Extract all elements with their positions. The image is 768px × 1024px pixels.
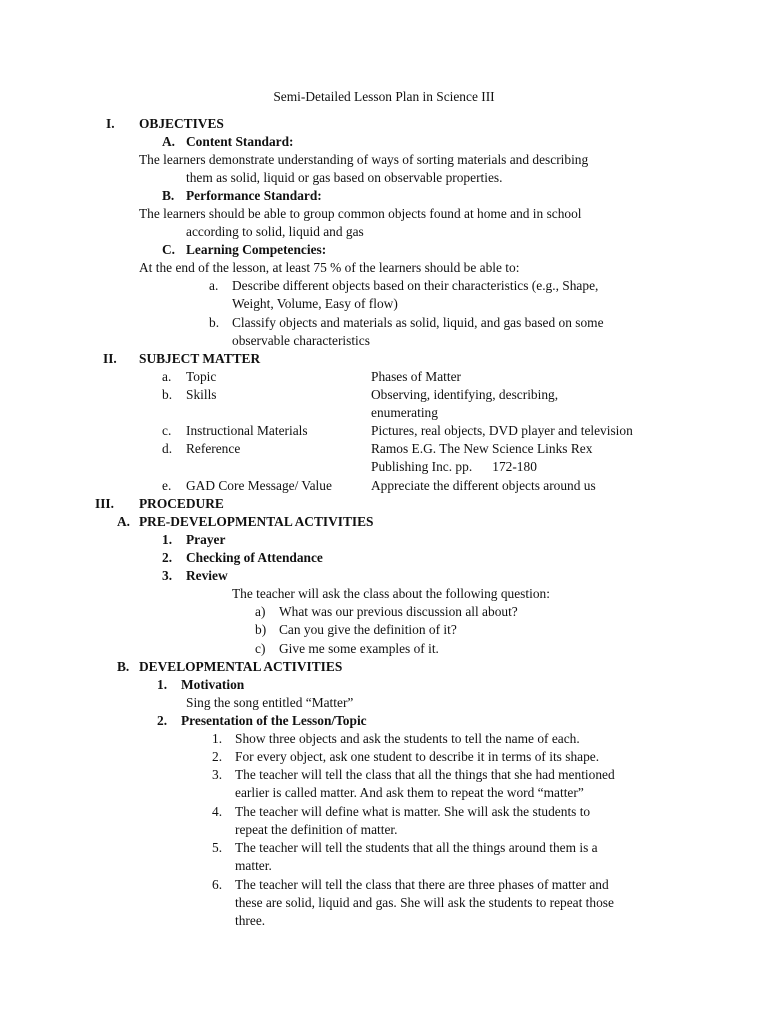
competency-item: Weight, Volume, Easy of flow) (232, 296, 398, 311)
presentation-step: The teacher will tell the class that there are three phases of matter and (235, 877, 609, 892)
subject-value: Observing, identifying, describing, (371, 387, 559, 402)
presentation-step: The teacher will tell the class that all the things that she had mentioned (235, 767, 615, 782)
presentation-step: earlier is called matter. And ask them to repeat the word “matter” (235, 785, 584, 800)
list-marker: 6. (212, 877, 223, 892)
subject-label: Topic (186, 369, 217, 384)
competency-item: Describe different objects based on their characteristics (e.g., Shape, (232, 278, 599, 293)
competency-item: observable characteristics (232, 333, 370, 348)
subject-value: enumerating (371, 405, 438, 420)
list-marker: d. (162, 441, 173, 456)
section-heading-procedure: PROCEDURE (139, 496, 224, 511)
list-marker: a) (255, 604, 266, 619)
section-number: I. (106, 116, 115, 131)
list-marker: 2. (157, 713, 168, 728)
subject-value: Phases of Matter (371, 369, 461, 384)
presentation-step: matter. (235, 858, 272, 873)
pre-developmental-heading: PRE-DEVELOPMENTAL ACTIVITIES (139, 514, 374, 529)
presentation-step: The teacher will tell the students that all the things around them is a (235, 840, 598, 855)
subject-value: Appreciate the different objects around us (371, 478, 596, 493)
activity-label: Prayer (186, 532, 226, 547)
presentation-step: three. (235, 913, 266, 928)
review-intro: The teacher will ask the class about the following question: (232, 586, 550, 601)
competency-item: Classify objects and materials as solid, liquid, and gas based on some (232, 315, 604, 330)
subject-label: Instructional Materials (186, 423, 308, 438)
section-number: II. (103, 351, 117, 366)
presentation-step: Show three objects and ask the students to tell the name of each. (235, 731, 580, 746)
list-marker: b. (209, 315, 220, 330)
activity-label: Review (186, 568, 228, 583)
list-marker: 3. (162, 568, 173, 583)
list-marker: c) (255, 641, 266, 656)
subject-label: Reference (186, 441, 241, 456)
list-marker: 1. (157, 677, 168, 692)
section-number: III. (95, 496, 114, 511)
list-marker: b) (255, 622, 267, 637)
list-marker: c. (162, 423, 172, 438)
subsection-marker: C. (162, 242, 176, 257)
developmental-heading: DEVELOPMENTAL ACTIVITIES (139, 659, 343, 674)
content-standard-text: The learners demonstrate understanding of ways of sorting materials and describing (139, 152, 589, 167)
subsection-marker: A. (117, 514, 131, 529)
section-heading-objectives: OBJECTIVES (139, 116, 224, 131)
presentation-step: For every object, ask one student to describe it in terms of its shape. (235, 749, 600, 764)
subject-value: Publishing Inc. pp. 172-180 (371, 459, 537, 474)
activity-label: Checking of Attendance (186, 550, 323, 565)
subsection-marker: B. (162, 188, 175, 203)
presentation-step: these are solid, liquid and gas. She will ask the students to repeat those (235, 895, 614, 910)
list-marker: 2. (212, 749, 223, 764)
list-marker: e. (162, 478, 172, 493)
subsection-marker: B. (117, 659, 130, 674)
list-marker: 1. (212, 731, 223, 746)
list-marker: a. (162, 369, 172, 384)
content-standard-text: them as solid, liquid or gas based on observable properties. (186, 170, 503, 185)
motivation-text: Sing the song entitled “Matter” (186, 695, 354, 710)
presentation-step: repeat the definition of matter. (235, 822, 398, 837)
list-marker: b. (162, 387, 173, 402)
list-marker: a. (209, 278, 219, 293)
review-question: Can you give the definition of it? (279, 622, 457, 637)
subject-value: Ramos E.G. The New Science Links Rex (371, 441, 593, 456)
section-heading-subject-matter: SUBJECT MATTER (139, 351, 261, 366)
subject-label: GAD Core Message/ Value (186, 478, 332, 493)
subject-value: Pictures, real objects, DVD player and television (371, 423, 633, 438)
list-marker: 3. (212, 767, 223, 782)
presentation-step: The teacher will define what is matter. She will ask the students to (235, 804, 591, 819)
subject-label: Skills (186, 387, 217, 402)
performance-standard-text: The learners should be able to group common objects found at home and in school (139, 206, 582, 221)
presentation-heading: Presentation of the Lesson/Topic (181, 713, 367, 728)
performance-standard-text: according to solid, liquid and gas (186, 224, 364, 239)
content-standard-heading: Content Standard: (186, 134, 294, 149)
learning-competencies-heading: Learning Competencies: (186, 242, 327, 257)
motivation-heading: Motivation (181, 677, 245, 692)
list-marker: 4. (212, 804, 223, 819)
list-marker: 5. (212, 840, 223, 855)
learning-competencies-intro: At the end of the lesson, at least 75 % of the learners should be able to: (139, 260, 520, 275)
list-marker: 2. (162, 550, 173, 565)
review-question: What was our previous discussion all about? (279, 604, 518, 619)
page-title: Semi-Detailed Lesson Plan in Science III (273, 89, 495, 104)
list-marker: 1. (162, 532, 173, 547)
subsection-marker: A. (162, 134, 176, 149)
performance-standard-heading: Performance Standard: (186, 188, 322, 203)
review-question: Give me some examples of it. (279, 641, 439, 656)
